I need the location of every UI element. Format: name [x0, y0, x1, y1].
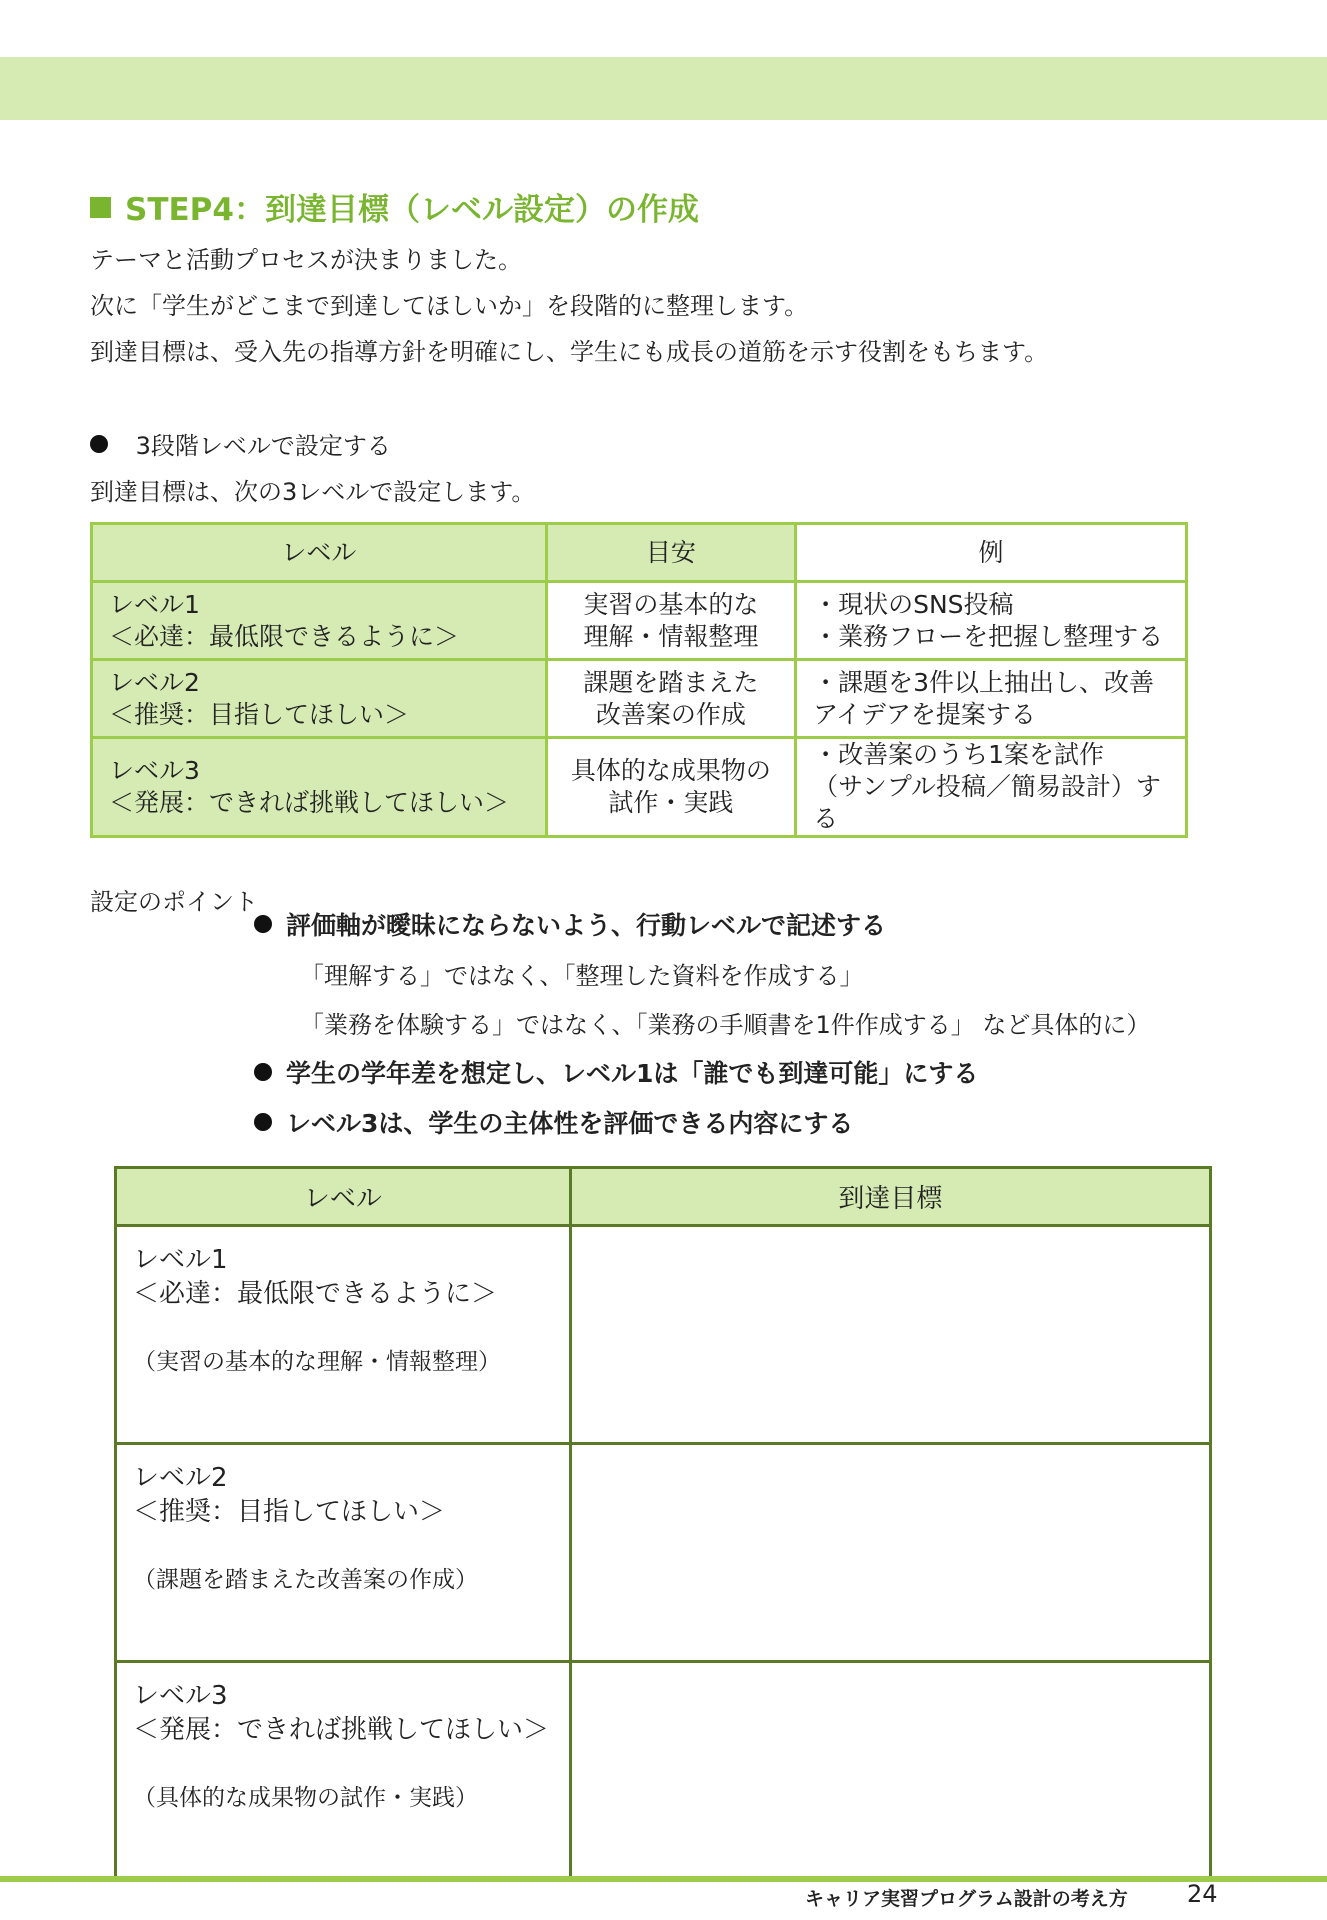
- example-line: アイデアを提案する: [813, 699, 1036, 729]
- table-row: [92, 582, 1187, 660]
- level-cell: [92, 582, 547, 660]
- point-item: [254, 1054, 1150, 1090]
- level-cell: [92, 738, 547, 837]
- example-line: ・課題を3件以上抽出し、改善: [813, 667, 1154, 697]
- header-example: 例: [796, 524, 1187, 582]
- point-text: 学生の学年差を想定し、レベル1は「誰でも到達可能」にする: [286, 1059, 979, 1088]
- section-bullet-text: 3段階レベルで設定する: [135, 432, 391, 460]
- worksheet-table: [114, 1166, 1212, 1881]
- level-sub: ＜必達：最低限できるように＞: [109, 621, 460, 651]
- guide-line: 実習の基本的な: [583, 589, 759, 619]
- top-band: [0, 57, 1327, 120]
- level-label: レベル2: [109, 667, 200, 697]
- table-row: [92, 660, 1187, 738]
- level-label: レベル1: [109, 589, 200, 619]
- table-row: [116, 1662, 1211, 1880]
- level-cell: [116, 1444, 571, 1662]
- heading-text: STEP4：到達目標（レベル設定）の作成: [125, 192, 699, 228]
- level-label: レベル1: [133, 1245, 228, 1275]
- guide-line: 課題を踏まえた: [583, 667, 759, 697]
- points-label: 設定のポイント: [90, 888, 258, 916]
- guide-line: 試作・実践: [608, 788, 734, 817]
- levels-table-header: [92, 524, 1187, 582]
- level-sub: ＜発展：できれば挑戦してほしい＞: [109, 788, 510, 817]
- level-sub: ＜発展：できれば挑戦してほしい＞: [133, 1715, 550, 1745]
- level-sub: ＜必達：最低限できるように＞: [133, 1279, 498, 1309]
- bullet-dot-icon: [254, 1063, 272, 1081]
- point-text: 評価軸が曖昧にならないよう、行動レベルで記述する: [286, 911, 887, 940]
- level-cell: [116, 1226, 571, 1444]
- point-item: [254, 1104, 1150, 1140]
- section-text: 到達目標は、次の3レベルで設定します。: [90, 478, 536, 506]
- point-text: レベル3は、学生の主体性を評価できる内容にする: [286, 1109, 854, 1138]
- goal-input-cell[interactable]: [570, 1444, 1210, 1662]
- level-note: （課題を踏まえた改善案の作成）: [133, 1567, 478, 1593]
- example-line: ・現状のSNS投稿: [813, 589, 1014, 619]
- table-row: [92, 738, 1187, 837]
- goal-input-cell[interactable]: [570, 1226, 1210, 1444]
- example-cell: [796, 738, 1187, 837]
- page-number: 24: [1187, 1880, 1218, 1908]
- guide-cell: [546, 660, 795, 738]
- guide-line: 具体的な成果物の: [570, 756, 771, 785]
- level-note: （具体的な成果物の試作・実践）: [133, 1785, 478, 1811]
- table-row: [116, 1226, 1211, 1444]
- header-level: レベル: [116, 1168, 571, 1226]
- example-line: ・業務フローを把握し整理する: [813, 621, 1164, 651]
- header-goal: 到達目標: [570, 1168, 1210, 1226]
- bullet-dot-icon: [254, 1113, 272, 1131]
- level-label: レベル3: [109, 756, 200, 785]
- level-note: （実習の基本的な理解・情報整理）: [133, 1349, 501, 1375]
- levels-table: [90, 522, 1188, 838]
- bullet-dot-icon: [254, 915, 272, 933]
- section-heading: [90, 184, 699, 229]
- guide-line: 改善案の作成: [595, 699, 746, 729]
- example-line: ・改善案のうち1案を試作: [813, 740, 1104, 769]
- level-label: レベル2: [133, 1463, 228, 1493]
- level-cell: [116, 1662, 571, 1880]
- goal-input-cell[interactable]: [570, 1662, 1210, 1880]
- example-cell: [796, 582, 1187, 660]
- table-row: [116, 1444, 1211, 1662]
- example-cell: [796, 660, 1187, 738]
- bullet-dot-icon: [90, 435, 108, 453]
- example-line: （サンプル投稿／簡易設計）する: [813, 772, 1161, 833]
- guide-cell: [546, 582, 795, 660]
- point-sub: 「理解する」ではなく、「整理した資料を作成する」: [300, 962, 864, 990]
- points-list: [254, 906, 1150, 1154]
- level-sub: ＜推奨：目指してほしい＞: [133, 1497, 446, 1527]
- level-cell: [92, 660, 547, 738]
- point-item: [254, 906, 1150, 942]
- guide-line: 理解・情報整理: [583, 621, 759, 651]
- level-sub: ＜推奨：目指してほしい＞: [109, 699, 410, 729]
- header-level: レベル: [92, 524, 547, 582]
- square-bullet-icon: [90, 197, 111, 218]
- header-guide: 目安: [546, 524, 795, 582]
- bottom-band: [0, 1876, 1327, 1882]
- level-label: レベル3: [133, 1681, 228, 1711]
- footer-title: キャリア実習プログラム設計の考え方: [805, 1888, 1128, 1910]
- section-bullet: [90, 426, 391, 461]
- intro-line-2: 次に「学生がどこまで到達してほしいか」を段階的に整理します。: [90, 292, 809, 320]
- intro-line-3: 到達目標は、受入先の指導方針を明確にし、学生にも成長の道筋を示す役割をもちます。: [90, 338, 1049, 366]
- worksheet-header: [116, 1168, 1211, 1226]
- guide-cell: [546, 738, 795, 837]
- intro-line-1: テーマと活動プロセスが決まりました。: [90, 246, 522, 274]
- point-sub: 「業務を体験する」ではなく、「業務の手順書を1件作成する」 など具体的に）: [300, 1011, 1151, 1039]
